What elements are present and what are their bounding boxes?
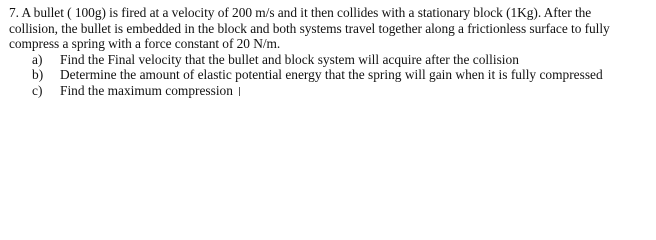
sub-question-text: Find the Final velocity that the bullet and block system will acquire after the collision — [60, 51, 519, 67]
sub-question-marker: a) — [32, 51, 43, 67]
sub-question-text: Find the maximum compression — [60, 82, 233, 98]
text-cursor-icon — [239, 87, 240, 96]
sub-question-c — [9, 83, 649, 99]
sub-question-a — [9, 52, 649, 68]
sub-question-marker: b) — [32, 67, 44, 83]
sub-question-list — [9, 52, 649, 99]
question-line-1: 7. A bullet ( 100g) is fired at a velocity of 200 m/s and it then collides with a stationary block (1Kg). After the — [9, 5, 592, 20]
sub-question-marker: c) — [32, 82, 43, 98]
sub-question-b — [9, 67, 649, 83]
sub-question-text: Determine the amount of elastic potential energy that the spring will gain when it is fully compressed — [60, 67, 603, 83]
question-line-2: collision, the bullet is embedded in the block and both systems travel together along a frictionless surface to fully — [9, 20, 610, 36]
question-line-3: compress a spring with a force constant of 20 N/m. — [9, 36, 281, 52]
question-block — [9, 5, 649, 99]
